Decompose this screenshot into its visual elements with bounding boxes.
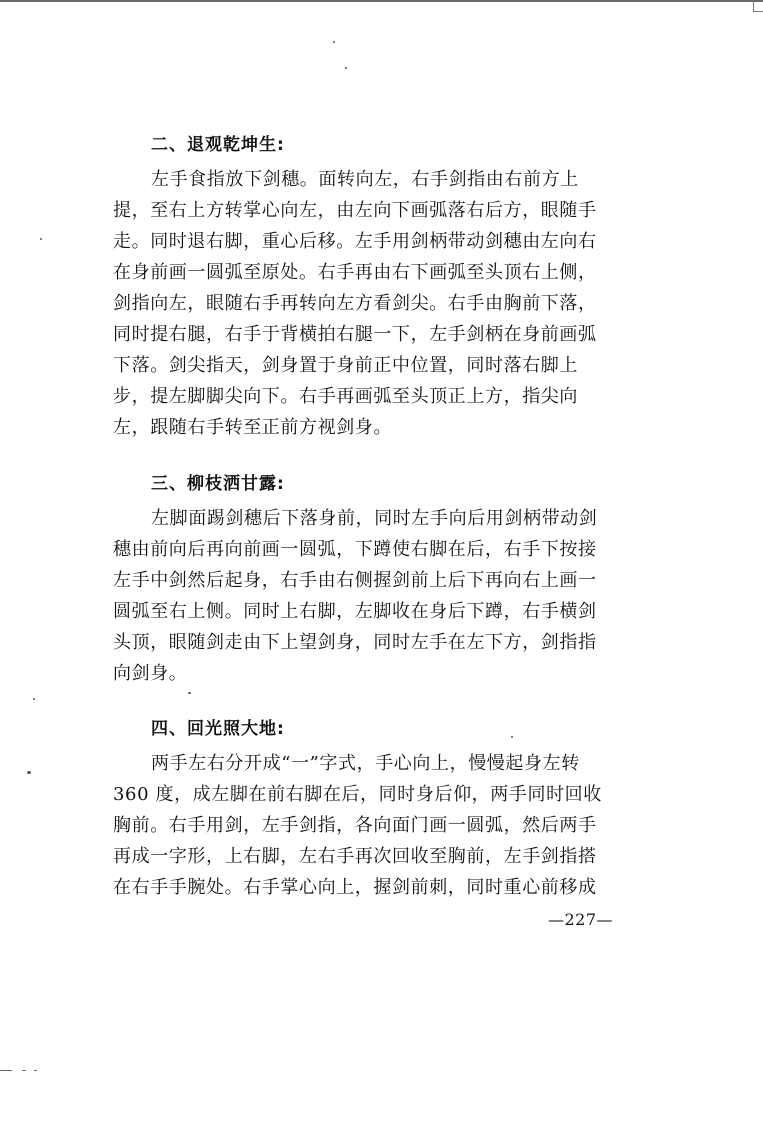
page-number: —227— — [548, 910, 614, 929]
paragraph-line: 在身前画一圆弧至原处。右手再由右下画弧至头顶右上侧， — [113, 262, 597, 283]
paragraph-line: 穗由前向后再向前画一圆弧，下蹲使右脚在后，右手下按接 — [113, 539, 597, 560]
section-3 — [113, 472, 633, 689]
scan-speck — [33, 698, 35, 700]
scan-speck — [27, 771, 31, 774]
scan-speck — [40, 238, 42, 240]
section-4 — [113, 717, 633, 903]
paragraph-line: 剑指向左，眼随右手再转向左方看剑尖。右手由胸前下落， — [113, 293, 597, 314]
paragraph-line: 下落。剑尖指天，剑身置于身前正中位置，同时落右脚上 — [113, 355, 578, 376]
paragraph-line: 360 度，成左脚在前右脚在后，同时身后仰，两手同时回收 — [113, 784, 602, 805]
paragraph-line: 同时提右腿，右手于背横拍右腿一下，左手剑柄在身前画弧 — [113, 324, 597, 345]
paragraph-line: 步，提左脚脚尖向下。右手再画弧至头顶正上方，指尖向 — [113, 386, 578, 407]
paragraph-line: 两手左右分开成“一”字式，手心向上，慢慢起身左转 — [151, 753, 580, 774]
paragraph-line: 左手食指放下剑穗。面转向左，右手剑指由右前方上 — [151, 169, 579, 190]
scan-speck — [345, 67, 347, 69]
top-border-line — [0, 0, 763, 2]
corner-crop-mark — [753, 0, 763, 12]
paragraph-line: 头顶，眼随剑走由下上望剑身，同时左手在左下方，剑指指 — [113, 632, 597, 653]
paragraph-line: 向剑身。 — [113, 663, 188, 684]
margin-dash-mark — [22, 1070, 26, 1071]
paragraph-line: 在右手手腕处。右手掌心向上，握剑前刺，同时重心前移成 — [113, 877, 597, 898]
paragraph-line: 左手中剑然后起身，右手由右侧握剑前上后下再向右上画一 — [113, 570, 597, 591]
section-heading: 四、回光照大地: — [151, 719, 285, 739]
margin-dash-mark — [34, 1070, 37, 1071]
paragraph-line: 再成一字形，上右脚，左右手再次回收至胸前，左手剑指搭 — [113, 846, 597, 867]
paragraph-line: 左脚面踢剑穗后下落身前，同时左手向后用剑柄带动剑 — [151, 508, 598, 529]
section-heading: 三、柳枝洒甘露: — [151, 474, 285, 494]
section-2 — [113, 133, 633, 443]
scan-speck — [188, 692, 191, 694]
paragraph-line: 圆弧至右上侧。同时上右脚，左脚收在身后下蹲，右手横剑 — [113, 601, 597, 622]
paragraph-line: 左，跟随右手转至正前方视剑身。 — [113, 417, 392, 438]
section-heading: 二、退观乾坤生: — [151, 135, 285, 155]
paragraph-line: 走。同时退右脚，重心后移。左手用剑柄带动剑穗由左向右 — [113, 231, 597, 252]
scan-speck — [333, 41, 335, 43]
paragraph-line: 胸前。右手用剑，左手剑指，各向面门画一圆弧，然后两手 — [113, 815, 597, 836]
paragraph-line: 提，至右上方转掌心向左，由左向下画弧落右后方，眼随手 — [113, 200, 597, 221]
margin-dash-mark — [0, 1070, 12, 1071]
